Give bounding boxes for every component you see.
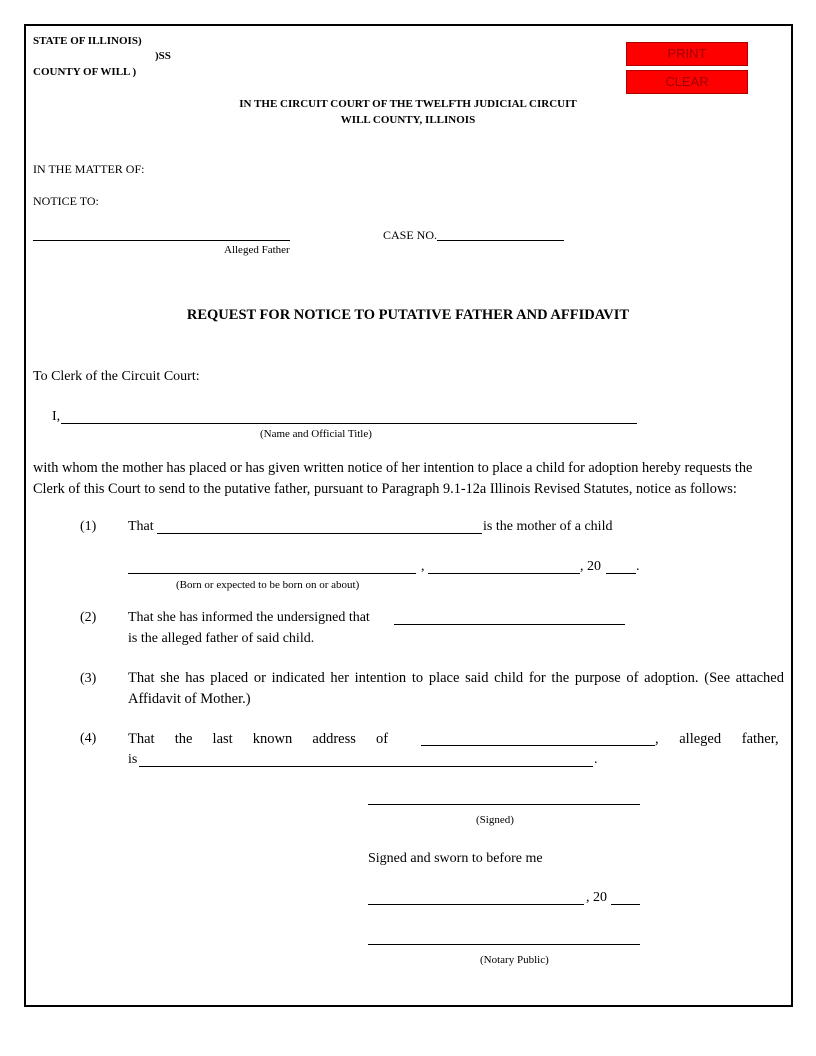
item-4-is: is — [128, 752, 138, 767]
intro-line-1: with whom the mother has placed or has given written notice of her intention to place a child for adoption hereby requests the — [33, 460, 753, 476]
item-4-tail: , alleged father, — [655, 731, 779, 747]
item-1-rest: is the mother of a child — [483, 519, 613, 534]
court-title: IN THE CIRCUIT COURT OF THE TWELFTH JUDICIAL CIRCUIT — [239, 98, 577, 110]
alleged-father-field[interactable] — [33, 240, 290, 241]
sworn-year-label: , 20 — [586, 890, 607, 905]
notary-field[interactable] — [368, 944, 640, 945]
case-no-label: CASE NO. — [383, 228, 438, 242]
notary-caption: (Notary Public) — [480, 954, 549, 966]
born-caption: (Born or expected to be born on or about) — [176, 579, 360, 591]
sworn-year-field[interactable] — [611, 904, 640, 905]
salutation: To Clerk of the Circuit Court: — [33, 369, 200, 384]
item-1-number: (1) — [80, 519, 97, 534]
address-field[interactable] — [139, 766, 593, 767]
signed-caption: (Signed) — [476, 814, 514, 826]
alleged-father-caption: Alleged Father — [224, 244, 290, 256]
court-county: WILL COUNTY, ILLINOIS — [340, 114, 476, 126]
sworn-date-field[interactable] — [368, 904, 584, 905]
case-no-field[interactable] — [437, 240, 564, 241]
item-1-comma: , — [421, 559, 425, 574]
print-button[interactable]: PRINT — [626, 42, 748, 66]
form-title: REQUEST FOR NOTICE TO PUTATIVE FATHER AND AFFIDAVIT — [186, 307, 630, 323]
mother-name-field[interactable] — [157, 533, 482, 534]
ss-label: )SS — [155, 50, 171, 62]
intro-line-2: Clerk of this Court to send to the putative father, pursuant to Paragraph 9.1-12a Illinois Revised Statutes, notice as follows: — [33, 481, 737, 497]
item-2-line-2: is the alleged father of said child. — [128, 631, 315, 646]
item-3-number: (3) — [80, 671, 97, 686]
item-1-year-label: , 20 — [580, 559, 601, 574]
item-2-number: (2) — [80, 610, 97, 625]
i-label: I, — [52, 409, 61, 424]
county-label: COUNTY OF WILL ) — [33, 66, 137, 78]
father-name-field[interactable] — [394, 624, 625, 625]
clear-button[interactable]: CLEAR — [626, 70, 748, 94]
notice-to-label: NOTICE TO: — [33, 194, 99, 208]
item-1-period: . — [636, 559, 640, 574]
birth-day-field[interactable] — [428, 573, 580, 574]
item-3-text: That she has placed or indicated her intention to place said child for the purpose of adoption. (See attached Affidavit of Mother.) — [128, 670, 784, 707]
item-4-period: . — [594, 752, 598, 767]
birth-date-field[interactable] — [128, 573, 416, 574]
item-1-that: That — [128, 519, 154, 534]
name-title-caption: (Name and Official Title) — [260, 428, 372, 440]
father-name-address-field[interactable] — [421, 745, 655, 746]
item-4-number: (4) — [80, 731, 97, 746]
item-2-line-1: That she has informed the undersigned that — [128, 610, 370, 625]
name-title-field[interactable] — [61, 423, 637, 424]
state-label: STATE OF ILLINOIS) — [33, 35, 142, 47]
matter-label: IN THE MATTER OF: — [33, 162, 145, 176]
sworn-label: Signed and sworn to before me — [368, 851, 543, 866]
signature-field[interactable] — [368, 804, 640, 805]
item-4-text: That the last known address of — [128, 731, 389, 747]
birth-year-field[interactable] — [606, 573, 636, 574]
